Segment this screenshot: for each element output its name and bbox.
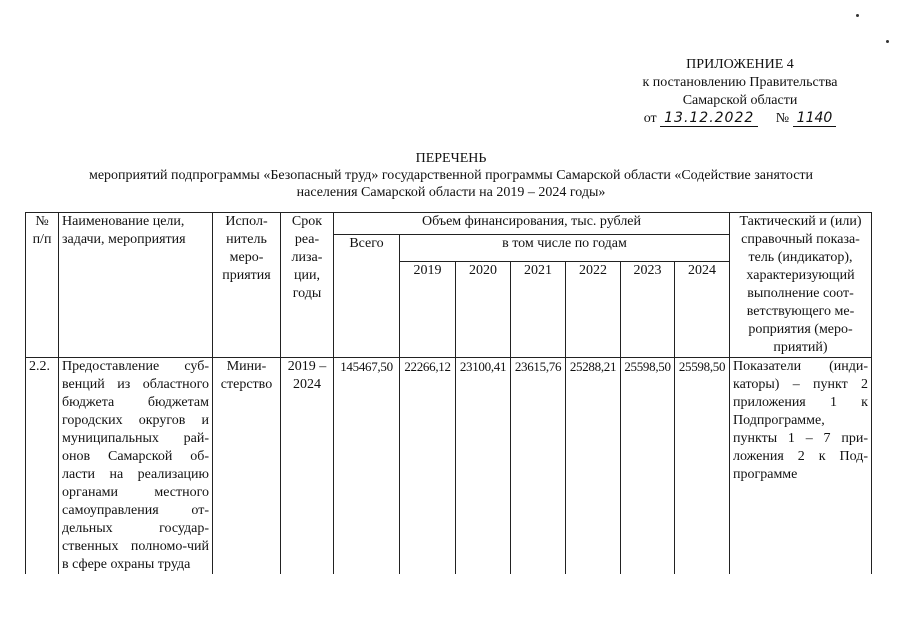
document-heading xyxy=(40,150,862,201)
header-name: Наименование цели, задачи, мероприятия xyxy=(59,213,213,358)
scan-speck xyxy=(886,40,889,43)
row-num: 2.2. xyxy=(26,358,59,575)
document-subtitle-line2: населения Самарской области на 2019 – 2024 годы» xyxy=(296,185,606,200)
appendix-date-number xyxy=(620,110,860,128)
row-executor: Мини-стерство xyxy=(213,358,281,575)
header-indicator: Тактический и (или) справочный показа-тель (индикатор), характеризующий выполнение соот-ветствующего ме-роприятия (меро-приятий) xyxy=(730,213,872,358)
row-total: 145467,50 xyxy=(334,358,400,575)
header-total: Всего xyxy=(334,235,400,358)
header-year: 2021 xyxy=(511,262,566,358)
row-name: Предоставление суб-венций из областного бюджета бюджетам городских округов и муниципальных рай-онов Самарской об-ласти на реализацию органами местного самоуправления от-дельных государ-ственных полномо-чий в сфере охраны труда xyxy=(59,358,213,575)
date-prefix: от xyxy=(643,111,657,126)
appendix-line2: Самарской области xyxy=(682,93,798,108)
document-subtitle-line1: мероприятий подпрограммы «Безопасный труд» государственной программы Самарской области «Содействие занятости xyxy=(88,168,814,183)
row-year-value: 22266,12 xyxy=(400,358,456,575)
header-year: 2020 xyxy=(456,262,511,358)
appendix-block xyxy=(620,56,860,128)
scan-speck xyxy=(856,14,859,17)
row-year-value: 25598,50 xyxy=(621,358,675,575)
row-year-value: 23100,41 xyxy=(456,358,511,575)
number-handwritten: 1140 xyxy=(793,110,837,127)
header-by-years: в том числе по годам xyxy=(400,235,730,262)
header-year: 2024 xyxy=(675,262,730,358)
row-indicator: Показатели (инди-каторы) – пункт 2 приложения 1 к Подпрограмме, пункты 1 – 7 при-ложения 2 к Под-программе xyxy=(730,358,872,575)
header-year: 2023 xyxy=(621,262,675,358)
appendix-title: ПРИЛОЖЕНИЕ 4 xyxy=(686,57,794,72)
header-year: 2019 xyxy=(400,262,456,358)
table-row xyxy=(26,358,872,575)
header-funding: Объем финансирования, тыс. рублей xyxy=(334,213,730,235)
appendix-line1: к постановлению Правительства xyxy=(642,75,838,90)
header-executor: Испол-нитель меро-приятия xyxy=(213,213,281,358)
row-year-value: 25288,21 xyxy=(566,358,621,575)
number-prefix: № xyxy=(775,111,790,126)
header-num: № п/п xyxy=(26,213,59,358)
row-year-value: 25598,50 xyxy=(675,358,730,575)
measures-table xyxy=(25,212,872,574)
row-term: 2019 – 2024 xyxy=(281,358,334,575)
row-year-value: 23615,76 xyxy=(511,358,566,575)
document-title: ПЕРЕЧЕНЬ xyxy=(415,151,487,166)
header-year: 2022 xyxy=(566,262,621,358)
date-handwritten: 13.12.2022 xyxy=(660,110,758,127)
header-term: Срок реа-лиза-ции, годы xyxy=(281,213,334,358)
